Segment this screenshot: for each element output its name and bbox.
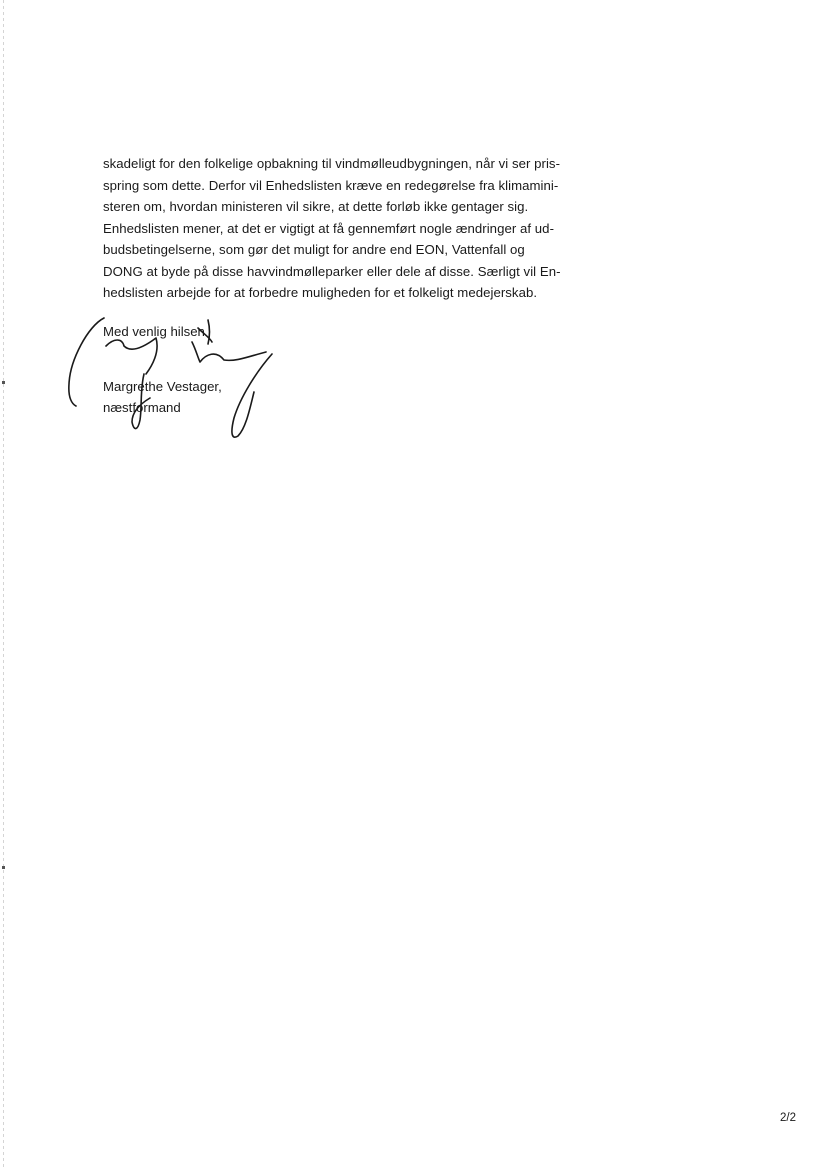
body-line: DONG at byde på disse havvindmølleparker eller dele af disse. Særligt vil En- [103, 263, 561, 279]
signature-stroke [232, 354, 272, 437]
handwritten-signature [60, 312, 290, 447]
signature-stroke [192, 342, 266, 362]
signature-stroke [208, 320, 210, 344]
signer-name: Margrethe Vestager, [103, 379, 222, 394]
body-line: budsbetingelserne, som gør det muligt for andre end EON, Vattenfall og [103, 242, 525, 257]
signature-stroke [69, 318, 104, 406]
signer-title: næstformand [103, 400, 181, 415]
signature-stroke [132, 374, 150, 429]
signature-stroke [106, 338, 157, 374]
body-line: skadeligt for den folkelige opbakning til vindmølleudbygningen, når vi ser pris- [103, 156, 561, 171]
scan-mark [2, 381, 5, 384]
body-line: Enhedslisten mener, at det er vigtigt at få gennemført nogle ændringer af ud- [103, 220, 555, 236]
scan-mark [2, 866, 5, 869]
closing-salutation: Med venlig hilsen [103, 324, 205, 339]
scan-edge-line [3, 0, 4, 1168]
body-line: hedslisten arbejde for at forbedre muligheden for et folkeligt medejerskab. [103, 285, 538, 300]
body-line: spring som dette. Derfor vil Enhedslisten kræve en redegørelse fra klimamini- [103, 177, 559, 193]
letter-body [103, 153, 623, 304]
page-number: 2/2 [780, 1112, 796, 1124]
body-line: steren om, hvordan ministeren vil sikre, at dette forløb ikke gentager sig. [103, 199, 529, 214]
